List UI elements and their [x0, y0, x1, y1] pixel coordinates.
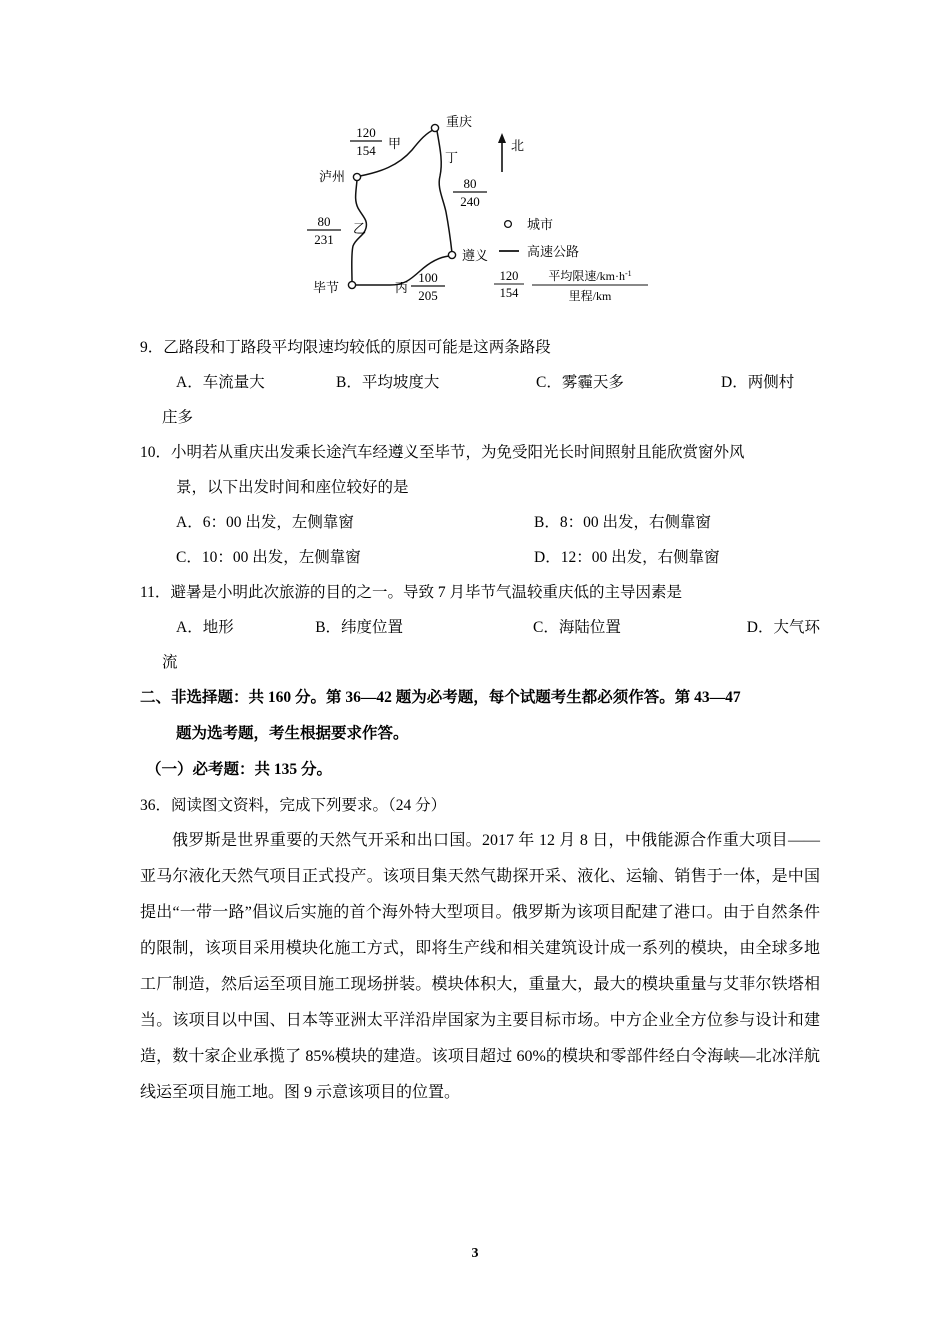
svg-text:154: 154 — [356, 143, 376, 158]
question-10-option-a[interactable]: A．6：00 出发，左侧靠窗 — [176, 514, 354, 531]
question-11-text: 避暑是小明此次旅游的目的之一。导致 7 月毕节气温较重庆低的主导因素是 — [170, 584, 682, 601]
question-10-text: 小明若从重庆出发乘长途汽车经遵义至毕节，为免受阳光长时间照射且能欣赏窗外风 — [171, 444, 745, 461]
segment-value-jia — [350, 125, 382, 158]
question-11-stem — [140, 575, 820, 610]
question-10-stem — [140, 435, 820, 470]
legend-highway-row — [499, 244, 579, 259]
question-36-stem — [140, 788, 820, 823]
svg-text:80: 80 — [317, 214, 331, 229]
question-9-option-b[interactable]: B．平均坡度大 — [336, 374, 440, 391]
question-11-option-d[interactable]: D．大气环 — [746, 619, 820, 636]
legend-city-icon — [505, 221, 512, 228]
question-9-option-d[interactable]: D．两侧村 — [721, 374, 795, 391]
question-9-option-a[interactable]: A．车流量大 — [176, 374, 265, 391]
svg-text:205: 205 — [418, 288, 438, 303]
question-10-option-b[interactable]: B．8：00 出发，右侧靠窗 — [534, 514, 711, 531]
svg-text:80: 80 — [463, 176, 477, 191]
legend-ratio-top-label: 平均限速$/km\cdot h^{-1}$ — [548, 269, 632, 283]
question-9-text: 乙路段和丁路段平均限速均较低的原因可能是这两条路段 — [163, 339, 551, 356]
section-2-heading-line1: 二、非选择题：共 160 分。第 36—42 题为必考题，每个试题考生都必须作答。第 43—47 — [140, 689, 741, 706]
segment-code-yi: 乙 — [353, 221, 367, 236]
question-36-text: 阅读图文资料，完成下列要求。（24 分） — [171, 797, 447, 814]
question-11-option-d-overflow: 流 — [162, 654, 178, 671]
segment-value-yi — [307, 214, 341, 247]
segment-code-ding: 丁 — [445, 150, 459, 165]
question-36-passage — [140, 823, 820, 1111]
legend-city-label: 城市 — [527, 217, 554, 232]
compass-north-icon — [498, 133, 506, 172]
legend-ratio-numerator: 120 — [499, 269, 519, 283]
city-node-bijie — [348, 281, 355, 288]
legend-ratio-bottom-label: 里程/km — [568, 289, 612, 303]
section-2-heading-line2: 题为选考题，考生根据要求作答。 — [176, 725, 409, 742]
svg-text:240: 240 — [460, 194, 480, 209]
question-10-stem-cont: 景，以下出发时间和座位较好的是 — [176, 479, 409, 496]
legend-highway-label: 高速公路 — [527, 244, 580, 259]
legend-ratio-row — [494, 268, 648, 303]
question-36-passage-text: 俄罗斯是世界重要的天然气开采和出口国。2017 年 12 月 8 日，中俄能源合作重大项目——亚马尔液化天然气项目正式投产。该项目集天然气勘探开采、液化、运输、销售于一体，是中国提出“一带一路”倡议后实施的首个海外特大型项目。俄罗斯为该项目配建了港口。由于自然条件的限制，该项目采用模块化施工方式，即将生产线和相关建筑设计成一系列的模块，由全球多地工厂制造，然后运至项目施工现场拼装。模块体积大，重量大，最大的模块重量与艾菲尔铁塔相当。该项目以中国、日本等亚洲太平洋沿岸国家为主要目标市场。中方企业全方位参与设计和建造，数十家企业承揽了 85%模块的建造。该项目超过 60%的模块和零部件经白令海峡—北冰洋航线运至项目施工地。图 9 示意该项目的位置。 — [140, 832, 820, 1101]
city-label-chongqing: 重庆 — [446, 114, 473, 129]
question-9-option-c[interactable]: C．雾霾天多 — [536, 374, 624, 391]
question-9-options — [140, 365, 820, 400]
question-11-option-b[interactable]: B．纬度位置 — [315, 619, 404, 636]
question-11-options — [140, 610, 820, 645]
question-11-number: 11． — [140, 584, 171, 601]
question-11-option-a[interactable]: A．地形 — [176, 619, 234, 636]
compass-north-label: 北 — [511, 138, 525, 153]
city-label-luzhou: 泸州 — [319, 169, 346, 184]
city-node-zunyi — [448, 251, 455, 258]
document-body — [140, 330, 820, 1111]
question-9-number: 9． — [140, 339, 164, 356]
segment-code-bing: 丙 — [395, 280, 409, 295]
question-9-stem — [140, 330, 820, 365]
question-10-option-c[interactable]: C．10：00 出发，左侧靠窗 — [176, 549, 361, 566]
question-9-option-d-overflow: 庄多 — [162, 409, 194, 426]
svg-text:120: 120 — [356, 125, 376, 140]
question-36-number: 36． — [140, 797, 172, 814]
city-label-bijie: 毕节 — [313, 280, 340, 295]
city-node-luzhou — [353, 173, 360, 180]
question-11-option-c[interactable]: C．海陆位置 — [533, 619, 621, 636]
city-label-zunyi: 遵义 — [462, 248, 489, 263]
segment-code-jia: 甲 — [388, 136, 402, 151]
svg-text:100: 100 — [418, 270, 438, 285]
svg-text:231: 231 — [314, 232, 334, 247]
city-node-chongqing — [431, 124, 438, 131]
question-10-option-d[interactable]: D．12：00 出发，右侧靠窗 — [534, 549, 720, 566]
page-number: 3 — [471, 1246, 479, 1261]
question-10-options — [140, 505, 820, 575]
question-10-number: 10． — [140, 444, 172, 461]
legend-city-row — [505, 217, 553, 232]
section-2-subheading: （一）必考题：共 135 分。 — [146, 761, 333, 778]
legend-ratio-denominator: 154 — [499, 286, 519, 300]
highway-network-figure — [280, 100, 680, 315]
segment-value-ding — [453, 176, 487, 209]
